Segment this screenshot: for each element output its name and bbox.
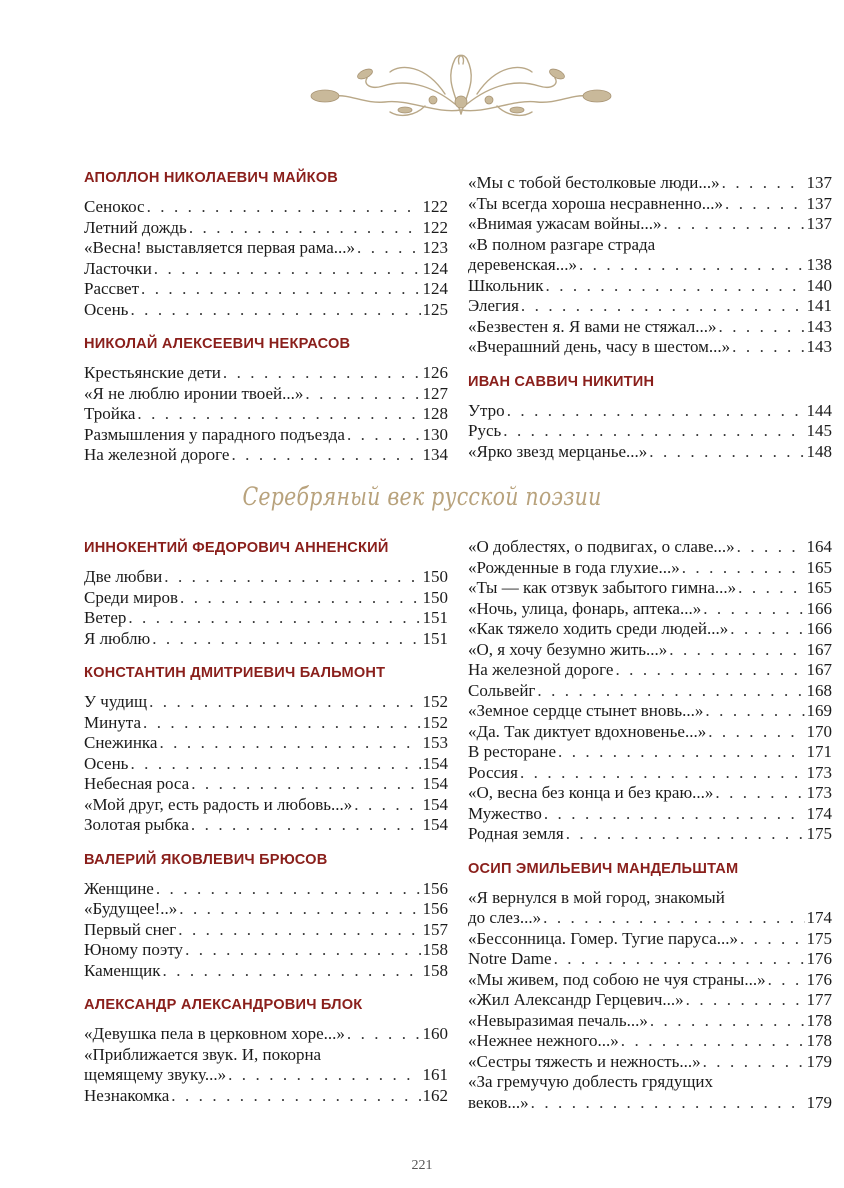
dot-leader <box>566 824 805 845</box>
entry-title: Ласточки <box>84 258 152 278</box>
entry-title: Русь <box>468 421 502 440</box>
group-spacer <box>84 836 448 848</box>
entry-title: Незнакомка <box>84 1085 170 1105</box>
toc-entry[interactable] <box>84 363 448 384</box>
dot-leader <box>521 296 805 317</box>
entry-page-number: 157 <box>422 919 448 939</box>
dot-leader <box>347 1024 421 1045</box>
author-heading: НИКОЛАЙ АЛЕКСЕЕВИЧ НЕКРАСОВ <box>84 336 351 352</box>
dot-leader <box>543 908 804 929</box>
toc-entry[interactable] <box>84 920 448 941</box>
dot-leader <box>149 692 420 713</box>
entry-page-number: 138 <box>806 255 832 274</box>
entry-title: Утро <box>468 400 505 420</box>
toc-entry[interactable] <box>468 276 832 297</box>
dot-leader <box>732 337 804 358</box>
entry-title: Тройка <box>84 404 136 423</box>
entry-title: Небесная роса <box>84 774 190 793</box>
dot-leader <box>663 214 804 235</box>
toc-entry[interactable] <box>468 783 832 804</box>
entry-page-number: 130 <box>422 424 448 444</box>
entry-page-number: 162 <box>422 1085 448 1105</box>
entry-page-number: 151 <box>422 608 448 627</box>
entry-title: Золотая рыбка <box>84 815 189 834</box>
toc-entry[interactable] <box>84 815 448 836</box>
toc-entry[interactable] <box>84 404 448 425</box>
toc-entry[interactable] <box>468 421 832 442</box>
dot-leader <box>156 879 421 900</box>
dot-leader <box>730 619 804 640</box>
entry-title: «Ночь, улица, фонарь, аптека...» <box>468 598 702 618</box>
dot-leader <box>128 608 420 629</box>
dot-leader <box>357 238 420 259</box>
toc-entry[interactable] <box>84 1024 448 1045</box>
toc-entry[interactable] <box>84 425 448 446</box>
group-spacer <box>84 981 448 993</box>
entry-page-number: 123 <box>422 238 448 257</box>
toc-entry-first-line <box>468 1072 832 1093</box>
entry-page-number: 167 <box>806 660 832 679</box>
toc-column-bottom-left <box>84 536 448 1106</box>
entry-page-number: 176 <box>806 969 832 989</box>
entry-title: Сольвейг <box>468 680 536 700</box>
dot-leader <box>305 384 420 405</box>
dot-leader <box>650 1011 805 1032</box>
toc-entry[interactable] <box>84 608 448 629</box>
entry-page-number: 126 <box>422 363 448 382</box>
group-spacer <box>84 649 448 661</box>
entry-title: деревенская...» <box>468 255 577 274</box>
author-heading: ОСИП ЭМИЛЬЕВИЧ МАНДЕЛЬШТАМ <box>468 860 739 877</box>
entry-page-number: 141 <box>806 296 832 315</box>
entry-title-line: «Приближается звук. И, покорна <box>84 1044 322 1064</box>
entry-page-number: 137 <box>806 173 832 192</box>
toc-entry[interactable] <box>468 296 832 317</box>
entry-page-number: 158 <box>422 960 448 980</box>
entry-page-number: 127 <box>422 383 448 403</box>
dot-leader <box>531 1093 805 1114</box>
dot-leader <box>740 929 805 950</box>
toc-entry[interactable] <box>468 537 832 558</box>
dot-leader <box>703 599 804 620</box>
toc-entry[interactable] <box>84 197 448 218</box>
dot-leader <box>130 754 420 775</box>
entry-page-number: 167 <box>806 639 832 659</box>
entry-page-number: 152 <box>422 712 448 732</box>
entry-page-number: 150 <box>422 567 448 586</box>
toc-column-top-left <box>84 166 448 466</box>
entry-page-number: 168 <box>806 680 832 700</box>
dot-leader <box>737 537 805 558</box>
entry-page-number: 154 <box>422 753 448 773</box>
dot-leader <box>171 1086 420 1107</box>
entry-page-number: 143 <box>806 337 832 356</box>
entry-page-number: 173 <box>806 783 832 802</box>
author-heading: АПОЛЛОН НИКОЛАЕВИЧ МАЙКОВ <box>84 170 339 186</box>
entry-title: «Мы живем, под собою не чуя страны...» <box>468 969 766 989</box>
toc-entry[interactable] <box>84 879 448 900</box>
entry-title: «Девушка пела в церковном хоре...» <box>84 1024 345 1043</box>
toc-entry[interactable] <box>468 1093 832 1114</box>
entry-page-number: 166 <box>806 598 832 618</box>
dot-leader <box>231 445 420 466</box>
dot-leader <box>141 279 421 300</box>
entry-page-number: 144 <box>806 400 832 420</box>
entry-page-number: 173 <box>806 762 832 782</box>
toc-entry[interactable] <box>84 567 448 588</box>
group-spacer <box>468 845 832 857</box>
toc-entry[interactable] <box>468 824 832 845</box>
dot-leader <box>649 442 804 463</box>
entry-title: Юному поэту <box>84 940 184 959</box>
toc-entry[interactable] <box>468 1052 832 1073</box>
dot-leader <box>180 588 420 609</box>
entry-page-number: 169 <box>806 701 832 720</box>
dot-leader <box>163 961 421 982</box>
dot-leader <box>130 300 420 321</box>
toc-entry[interactable] <box>468 804 832 825</box>
toc-entry[interactable] <box>468 949 832 970</box>
entry-title: «Бессонница. Гомер. Тугие паруса...» <box>468 928 738 948</box>
entry-title: «Весна! выставляется первая рама...» <box>84 238 356 257</box>
dot-leader <box>738 578 804 599</box>
entry-page-number: 174 <box>806 908 832 927</box>
entry-title: «Сестры тяжесть и нежность...» <box>468 1051 701 1071</box>
entry-title: Рассвет <box>84 279 139 298</box>
entry-title: Осень <box>84 753 129 773</box>
dot-leader <box>579 255 805 276</box>
toc-entry[interactable] <box>84 774 448 795</box>
entry-title: В ресторане <box>468 742 556 761</box>
entry-page-number: 160 <box>422 1024 448 1043</box>
toc-entry[interactable] <box>468 929 832 950</box>
entry-page-number: 165 <box>806 557 832 577</box>
entry-page-number: 128 <box>422 404 448 423</box>
entry-title: Сенокос <box>84 197 145 216</box>
dot-leader <box>682 558 805 579</box>
dot-leader <box>179 899 420 920</box>
toc-entry[interactable] <box>84 899 448 920</box>
entry-title: до слез...» <box>468 908 542 927</box>
dot-leader <box>185 940 420 961</box>
toc-entry[interactable] <box>468 763 832 784</box>
dot-leader <box>544 804 805 825</box>
entry-page-number: 154 <box>422 815 448 834</box>
entry-page-number: 171 <box>806 742 832 761</box>
toc-entry[interactable] <box>84 238 448 259</box>
dot-leader <box>705 701 804 722</box>
toc-entry[interactable] <box>468 970 832 991</box>
entry-page-number: 158 <box>422 940 448 959</box>
dot-leader <box>189 218 421 239</box>
entry-title: «Вчерашний день, часу в шестом...» <box>468 337 731 356</box>
toc-entry[interactable] <box>84 384 448 405</box>
dot-leader <box>159 733 420 754</box>
dot-leader <box>621 1031 805 1052</box>
entry-title: «О, весна без конца и без краю...» <box>468 783 714 802</box>
toc-entry[interactable] <box>468 660 832 681</box>
entry-title: Снежинка <box>84 733 158 752</box>
entry-page-number: 161 <box>422 1065 448 1084</box>
entry-page-number: 122 <box>422 217 448 237</box>
toc-entry[interactable] <box>84 692 448 713</box>
group-spacer <box>468 358 832 370</box>
entry-page-number: 156 <box>422 899 448 918</box>
entry-page-number: 140 <box>806 275 832 295</box>
entry-title: «Будущее!..» <box>84 899 178 918</box>
entry-title: Notre Dame <box>468 949 552 968</box>
toc-entry[interactable] <box>468 194 832 215</box>
entry-page-number: 156 <box>422 878 448 898</box>
dot-leader <box>719 317 805 338</box>
toc-entry[interactable] <box>468 317 832 338</box>
dot-leader <box>725 194 804 215</box>
dot-leader <box>703 1052 805 1073</box>
entry-title: «О доблестях, о подвигах, о славе...» <box>468 537 735 556</box>
entry-title: «О, я хочу безумно жить...» <box>468 639 668 659</box>
entry-page-number: 174 <box>806 803 832 823</box>
toc-column-top-right <box>468 173 832 462</box>
toc-entry[interactable] <box>468 214 832 235</box>
entry-page-number: 176 <box>806 949 832 968</box>
entry-title: «Мой друг, есть радость и любовь...» <box>84 794 353 814</box>
toc-entry[interactable] <box>468 908 832 929</box>
toc-entry[interactable] <box>468 599 832 620</box>
dot-leader <box>228 1065 420 1086</box>
dot-leader <box>768 970 805 991</box>
dot-leader <box>191 815 421 836</box>
entry-page-number: 164 <box>806 537 832 556</box>
dot-leader <box>669 640 804 661</box>
entry-page-number: 177 <box>806 990 832 1009</box>
toc-entry[interactable] <box>84 445 448 466</box>
entry-page-number: 179 <box>806 1051 832 1071</box>
entry-page-number: 166 <box>806 619 832 638</box>
section-title: Серебряный век русской поэзии <box>242 482 602 511</box>
entry-title: «Жил Александр Герцевич...» <box>468 990 684 1009</box>
entry-title: Крестьянские дети <box>84 363 221 382</box>
dot-leader <box>507 401 805 422</box>
entry-title: «Ты всегда хороша несравненно...» <box>468 193 724 213</box>
dot-leader <box>503 421 804 442</box>
entry-title: Две любви <box>84 567 163 586</box>
toc-entry[interactable] <box>468 722 832 743</box>
toc-column-bottom-right <box>468 537 832 1113</box>
entry-page-number: 170 <box>806 721 832 741</box>
toc-entry[interactable] <box>468 742 832 763</box>
dot-leader <box>354 795 420 816</box>
entry-title: «Нежнее нежного...» <box>468 1031 619 1050</box>
entry-page-number: 124 <box>422 279 448 298</box>
toc-entry[interactable] <box>468 1031 832 1052</box>
dot-leader <box>178 920 420 941</box>
entry-title: У чудищ <box>84 692 148 711</box>
entry-title: Женщине <box>84 878 154 898</box>
toc-entry[interactable] <box>84 754 448 775</box>
entry-title: На железной дороге <box>468 660 614 679</box>
dot-leader <box>152 629 420 650</box>
entry-title: Элегия <box>468 296 519 315</box>
entry-page-number: 125 <box>422 299 448 319</box>
dot-leader <box>137 404 420 425</box>
entry-page-number: 137 <box>806 193 832 213</box>
dot-leader <box>715 783 804 804</box>
author-heading: ВАЛЕРИЙ ЯКОВЛЕВИЧ БРЮСОВ <box>84 851 328 868</box>
dot-leader <box>143 713 421 734</box>
entry-title: «Я не люблю иронии твоей...» <box>84 383 304 403</box>
entry-title: Среди миров <box>84 587 179 607</box>
entry-title: Каменщик <box>84 960 161 980</box>
toc-entry[interactable] <box>468 578 832 599</box>
toc-entry[interactable] <box>468 401 832 422</box>
entry-page-number: 152 <box>422 692 448 711</box>
toc-entry[interactable] <box>84 279 448 300</box>
entry-title: «Невыразимая печаль...» <box>468 1010 648 1030</box>
toc-entry[interactable] <box>84 218 448 239</box>
author-heading: АЛЕКСАНДР АЛЕКСАНДРОВИЧ БЛОК <box>84 997 363 1013</box>
entry-title: Ветер <box>84 608 127 627</box>
dot-leader <box>191 774 420 795</box>
toc-entry[interactable] <box>84 1086 448 1107</box>
toc-entry[interactable] <box>468 173 832 194</box>
entry-title: На железной дороге <box>84 445 230 464</box>
toc-entry[interactable] <box>468 681 832 702</box>
author-heading: ИВАН САВВИЧ НИКИТИН <box>468 373 655 390</box>
toc-entry[interactable] <box>468 558 832 579</box>
toc-entry[interactable] <box>84 588 448 609</box>
entry-page-number: 124 <box>422 258 448 278</box>
toc-entry-first-line <box>468 888 832 909</box>
entry-page-number: 153 <box>422 733 448 752</box>
entry-page-number: 143 <box>806 316 832 336</box>
toc-entry[interactable] <box>468 619 832 640</box>
entry-title: «Как тяжело ходить среди людей...» <box>468 619 729 638</box>
entry-page-number: 178 <box>806 1010 832 1030</box>
entry-page-number: 150 <box>422 587 448 607</box>
toc-entry[interactable] <box>84 259 448 280</box>
dot-leader <box>554 949 805 970</box>
entry-title: щемящему звуку...» <box>84 1065 227 1084</box>
group-spacer <box>84 320 448 332</box>
entry-title: «Ярко звезд мерцанье...» <box>468 441 648 461</box>
entry-title-line: «За гремучую доблесть грядущих <box>468 1072 714 1091</box>
floral-vignette-icon <box>305 44 617 124</box>
author-heading: ИННОКЕНТИЙ ФЕДОРОВИЧ АННЕНСКИЙ <box>84 540 389 556</box>
toc-entry[interactable] <box>468 701 832 722</box>
toc-entry[interactable] <box>84 961 448 982</box>
entry-title: Осень <box>84 299 129 319</box>
entry-page-number: 148 <box>806 441 832 461</box>
toc-entry[interactable] <box>468 337 832 358</box>
entry-title: Летний дождь <box>84 217 187 237</box>
entry-page-number: 179 <box>806 1092 832 1112</box>
page-number: 221 <box>411 1158 433 1173</box>
toc-entry[interactable] <box>84 940 448 961</box>
entry-title: «Да. Так диктует вдохновенье...» <box>468 721 707 741</box>
toc-entry-first-line <box>468 235 832 256</box>
dot-leader <box>223 363 421 384</box>
entry-page-number: 178 <box>806 1031 832 1050</box>
dot-leader <box>154 259 421 280</box>
entry-page-number: 134 <box>422 445 448 464</box>
dot-leader <box>147 197 421 218</box>
toc-entry[interactable] <box>468 640 832 661</box>
entry-title-line: «В полном разгаре страда <box>468 234 656 254</box>
entry-page-number: 154 <box>422 794 448 814</box>
dot-leader <box>520 763 805 784</box>
toc-entry[interactable] <box>84 795 448 816</box>
toc-entry[interactable] <box>468 442 832 463</box>
entry-title: Размышления у парадного подъезда <box>84 424 345 444</box>
toc-entry[interactable] <box>84 713 448 734</box>
toc-entry[interactable] <box>468 255 832 276</box>
dot-leader <box>615 660 804 681</box>
entry-title: «Мы с тобой бестолковые люди...» <box>468 173 720 192</box>
entry-title: веков...» <box>468 1092 529 1112</box>
entry-page-number: 145 <box>806 421 832 440</box>
entry-title: «Рожденные в года глухие...» <box>468 557 680 577</box>
author-heading: КОНСТАНТИН ДМИТРИЕВИЧ БАЛЬМОНТ <box>84 665 386 681</box>
entry-title: Мужество <box>468 803 542 823</box>
dot-leader <box>347 425 421 446</box>
dot-leader <box>546 276 805 297</box>
dot-leader <box>708 722 804 743</box>
entry-page-number: 165 <box>806 578 832 597</box>
entry-page-number: 154 <box>422 774 448 793</box>
entry-title: «Безвестен я. Я вами не стяжал...» <box>468 316 717 336</box>
dot-leader <box>537 681 804 702</box>
dot-leader <box>164 567 420 588</box>
entry-title: Родная земля <box>468 824 564 843</box>
toc-entry[interactable] <box>84 1065 448 1086</box>
entry-page-number: 151 <box>422 628 448 648</box>
dot-leader <box>722 173 805 194</box>
entry-title: «Внимая ужасам войны...» <box>468 214 662 233</box>
entry-title: «Земное сердце стынет вновь...» <box>468 701 704 720</box>
entry-title: Школьник <box>468 275 544 295</box>
toc-entry-first-line <box>84 1045 448 1066</box>
entry-title: Россия <box>468 762 518 782</box>
toc-entry[interactable] <box>84 733 448 754</box>
entry-page-number: 137 <box>806 214 832 233</box>
toc-entry[interactable] <box>84 629 448 650</box>
entry-title: Минута <box>84 712 141 732</box>
entry-title: Первый снег <box>84 919 177 939</box>
entry-page-number: 175 <box>806 928 832 948</box>
dot-leader <box>686 990 805 1011</box>
entry-title-line: «Я вернулся в мой город, знакомый <box>468 887 725 907</box>
toc-entry[interactable] <box>468 990 832 1011</box>
entry-page-number: 175 <box>806 824 832 843</box>
entry-page-number: 122 <box>422 197 448 216</box>
toc-entry[interactable] <box>84 300 448 321</box>
dot-leader <box>558 742 805 763</box>
toc-entry[interactable] <box>468 1011 832 1032</box>
entry-title: Я люблю <box>84 628 151 648</box>
entry-title: «Ты — как отзвук забытого гимна...» <box>468 578 737 597</box>
